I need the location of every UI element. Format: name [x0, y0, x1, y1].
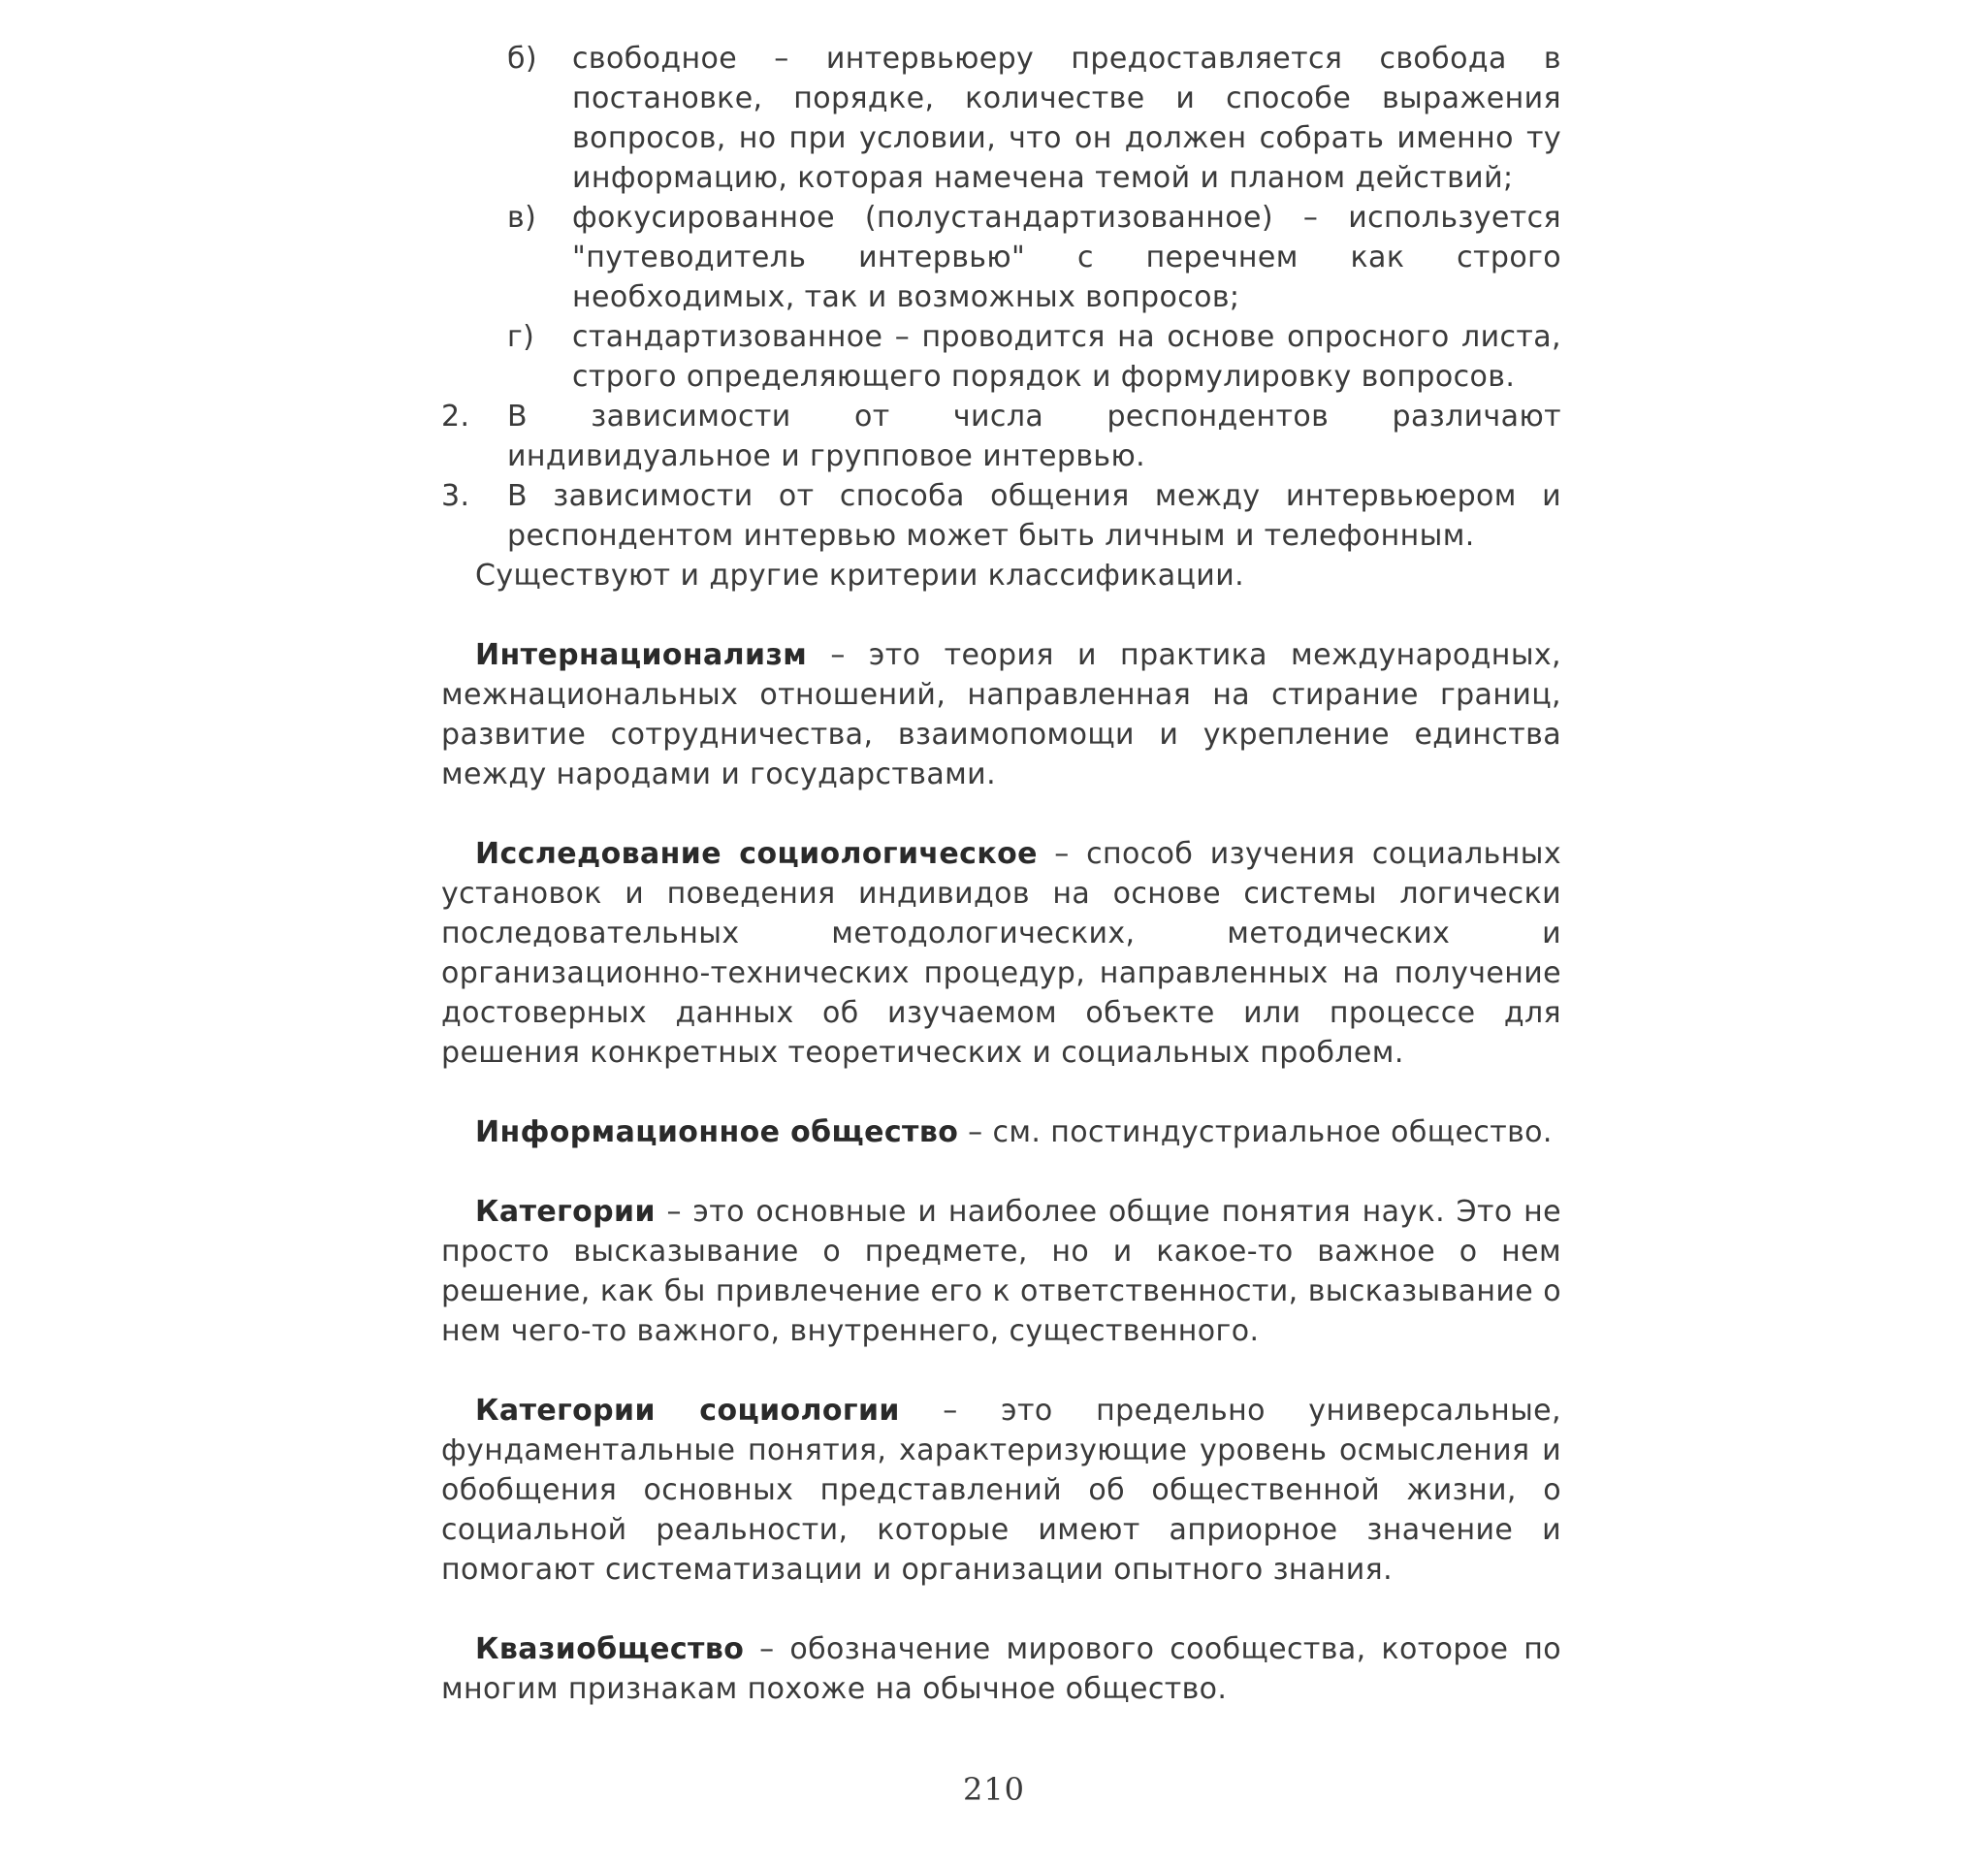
list-marker: б): [507, 42, 538, 76]
list-item-text: стандартизованное – проводится на основе опросного листа, строго определяющего порядок и формулировку вопросов.: [572, 320, 1561, 394]
list-item-text: свободное – интервьюеру предоставляется свобода в постановке, порядке, количестве и способе выражения вопросов, но при условии, что он должен собрать именно ту информацию, которая намечена темой и планом действий;: [572, 42, 1561, 195]
list-item-v: [441, 198, 1561, 317]
glossary-entry: [441, 834, 1561, 1073]
page-number: 210: [962, 1771, 1026, 1808]
glossary-term: Категории социологии: [475, 1394, 900, 1428]
glossary-entry: [441, 1112, 1561, 1152]
list-marker: г): [507, 320, 535, 354]
list-marker: 3.: [441, 479, 470, 513]
glossary-term: Квазиобщество: [475, 1632, 745, 1666]
list-item-b: [441, 39, 1561, 198]
list-item-text: фокусированное (полустандартизованное) – используется "путеводитель интервью" с перечнем как строго необходимых, так и возможных вопросов;: [572, 201, 1561, 314]
list-item-text: В зависимости от числа респондентов различают индивидуальное и групповое интервью.: [507, 400, 1561, 473]
list-marker: в): [507, 201, 537, 235]
glossary-entry: [441, 1192, 1561, 1351]
glossary-term: Интернационализм: [475, 638, 808, 672]
glossary-definition: – это основные и наиболее общие понятия наук. Это не просто высказывание о предмете, но и какое-то важное о нем решение, как бы привлечение его к ответственности, высказывание о нем чего-то важного, внутреннего, существенного.: [441, 1195, 1561, 1348]
glossary-term: Информационное общество: [475, 1115, 959, 1149]
glossary-definition: – способ изучения социальных установок и поведения индивидов на основе системы логически последовательных методологических, методических и организационно-технических процедур, направленных на получение достоверных данных об изучаемом объекте или процессе для решения конкретных теоретических и социальных проблем.: [441, 837, 1561, 1070]
glossary-definition: – обозначение мирового сообщества, которое по многим признакам похоже на обычное общество.: [441, 1632, 1561, 1706]
list-item-text: В зависимости от способа общения между интервьюером и респондентом интервью может быть личным и телефонным.: [507, 479, 1561, 553]
glossary-entry: [441, 1629, 1561, 1709]
glossary-term: Категории: [475, 1195, 656, 1229]
list-item-2: [441, 397, 1561, 476]
glossary-definition: – см. постиндустриальное общество.: [958, 1115, 1553, 1149]
list-item-g: [441, 317, 1561, 397]
list-item-3: [441, 476, 1561, 556]
glossary-entry: [441, 635, 1561, 794]
glossary-entry: [441, 1391, 1561, 1590]
glossary-definition: – это теория и практика международных, межнациональных отношений, направленная на стирание границ, развитие сотрудничества, взаимопомощи и укрепление единства между народами и государствами.: [441, 638, 1561, 791]
page-body: [441, 39, 1561, 1709]
list-marker: 2.: [441, 400, 470, 434]
glossary-term: Исследование социологическое: [475, 837, 1038, 871]
glossary-definition: – это предельно универсальные, фундаментальные понятия, характеризующие уровень осмысления и обобщения основных представлений об общественной жизни, о социальной реальности, которые имеют априорное значение и помогают систематизации и организации опытного знания.: [441, 1394, 1561, 1587]
closing-line: Существуют и другие критерии классификации.: [475, 559, 1245, 593]
